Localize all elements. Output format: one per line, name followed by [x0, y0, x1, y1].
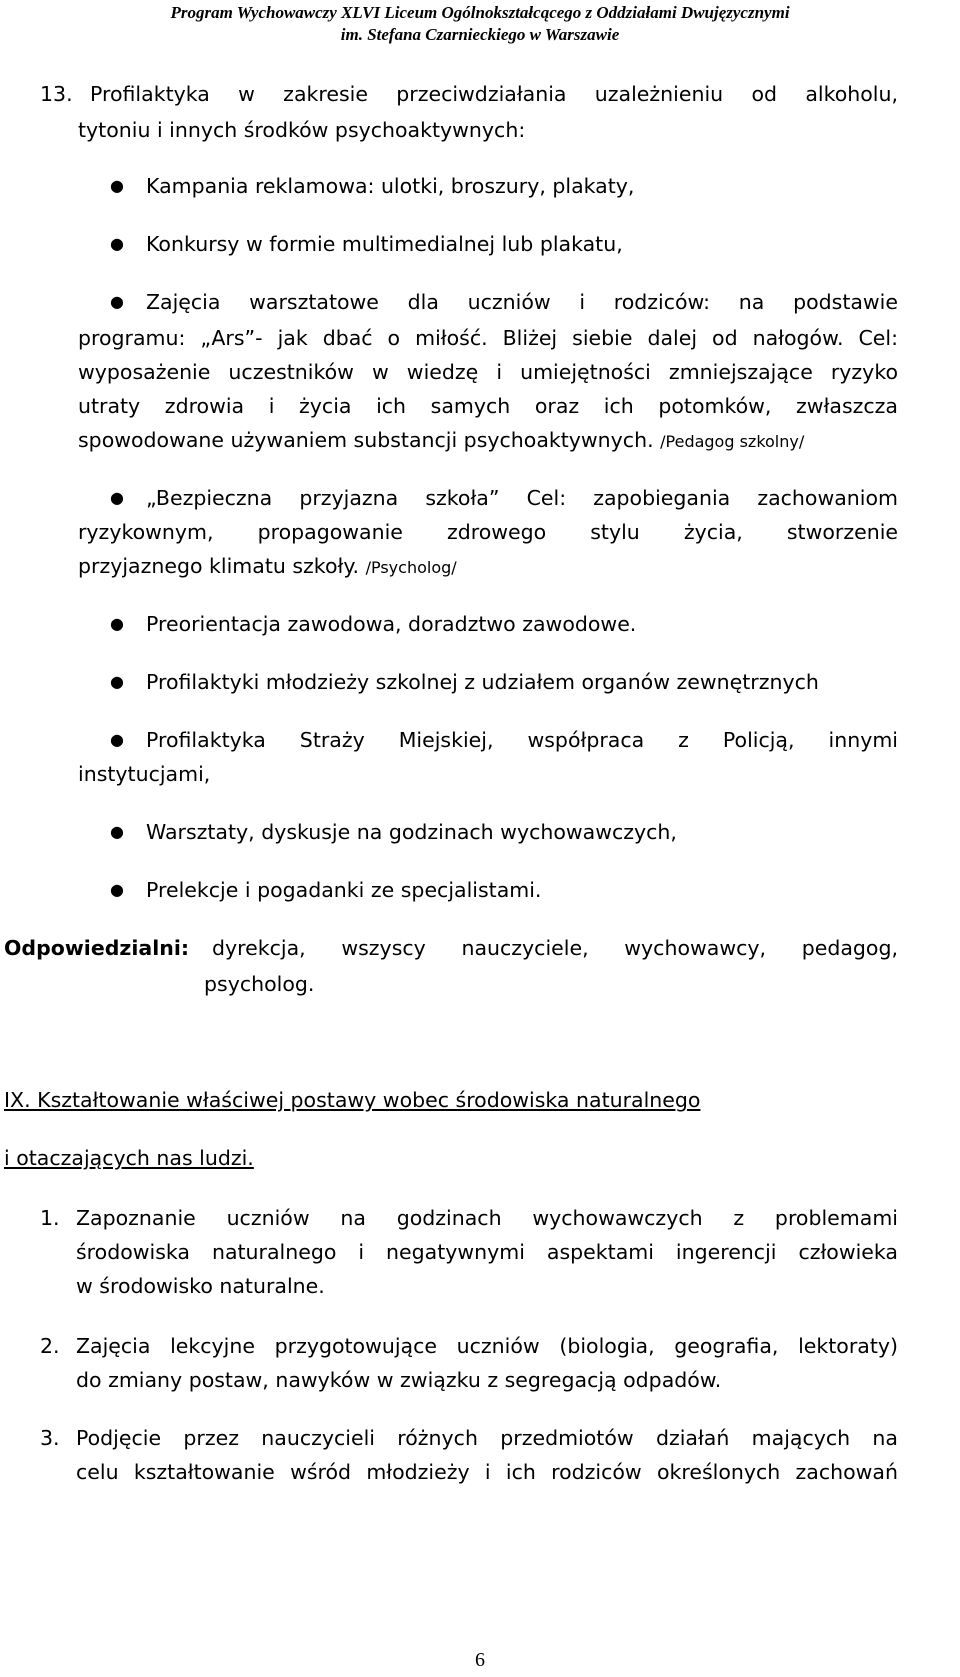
list-item-line-1: Profilaktyka Straży Miejskiej, współpraca z Policją, innymi [146, 728, 898, 752]
bullet-icon: ● [110, 234, 124, 253]
list-item-number: 3. [40, 1426, 60, 1450]
list-item-line-2: środowiska naturalnego i negatywnymi aspektami ingerencji człowieka [76, 1240, 898, 1264]
list-item: Profilaktyki młodzieży szkolnej z udziałem organów zewnętrznych [146, 670, 819, 694]
list-item-line-5 [78, 422, 898, 460]
page-number: 6 [475, 1649, 485, 1671]
section-9-heading-line-1: IX. Kształtowanie właściwej postawy wobec środowiska naturalnego [4, 1088, 701, 1112]
responsible-note: /Psycholog/ [365, 558, 457, 577]
list-item-line-1: Zapoznanie uczniów na godzinach wychowawczych z problemami [76, 1206, 898, 1230]
header-line-2: im. Stefana Czarnieckiego w Warszawie [340, 25, 620, 44]
bullet-icon: ● [110, 614, 124, 633]
list-item: Warsztaty, dyskusje na godzinach wychowawczych, [146, 820, 677, 844]
section-9-heading-line-2: i otaczających nas ludzi. [4, 1146, 254, 1170]
list-item-line-1: Zajęcia lekcyjne przygotowujące uczniów (biologia, geografia, lektoraty) [76, 1334, 898, 1358]
list-item-line-3: wyposażenie uczestników w wiedzę i umiejętności zmniejszające ryzyko [78, 360, 898, 384]
bullet-icon: ● [110, 176, 124, 195]
list-item-line-3 [78, 548, 898, 586]
list-item-line-1: Zajęcia warsztatowe dla uczniów i rodziców: na podstawie [146, 290, 898, 314]
list-item-number: 2. [40, 1334, 60, 1358]
list-item-line-3: w środowisko naturalne. [76, 1274, 325, 1298]
list-item-line-2: do zmiany postaw, nawyków w związku z segregacją odpadów. [76, 1368, 722, 1392]
list-item-line-2: programu: „Ars”- jak dbać o miłość. Bliżej siebie dalej od nałogów. Cel: [78, 326, 898, 350]
bullet-icon: ● [110, 822, 124, 841]
list-item-line-4: utraty zdrowia i życia ich samych oraz ich potomków, zwłaszcza [78, 394, 898, 418]
list-item: Kampania reklamowa: ulotki, broszury, plakaty, [146, 174, 635, 198]
responsible-label: Odpowiedzialni: [4, 936, 190, 960]
section-13-title-line-1: Profilaktyka w zakresie przeciwdziałania uzależnieniu od alkoholu, [90, 82, 898, 106]
list-item: Preorientacja zawodowa, doradztwo zawodowe. [146, 612, 637, 636]
list-item-line-2: celu kształtowanie wśród młodzieży i ich rodziców określonych zachowań [76, 1460, 898, 1484]
list-item: Konkursy w formie multimedialnej lub plakatu, [146, 232, 623, 256]
bullet-icon: ● [110, 880, 124, 899]
list-item-line-1: „Bezpieczna przyjazna szkoła” Cel: zapobiegania zachowaniom [146, 486, 898, 510]
list-item-line-2: ryzykownym, propagowanie zdrowego stylu życia, stworzenie [78, 520, 898, 544]
responsible-note: /Pedagog szkolny/ [660, 432, 805, 451]
list-item: Prelekcje i pogadanki ze specjalistami. [146, 878, 542, 902]
section-13-title-line-2: tytoniu i innych środków psychoaktywnych: [78, 118, 526, 142]
bullet-icon: ● [110, 292, 124, 311]
responsible-line-1: dyrekcja, wszyscy nauczyciele, wychowawcy, pedagog, [212, 936, 898, 960]
header-line-1: Program Wychowawczy XLVI Liceum Ogólnokształcącego z Oddziałami Dwujęzycznymi [170, 3, 790, 22]
bullet-icon: ● [110, 488, 124, 507]
list-item-text: spowodowane używaniem substancji psychoaktywnych. [78, 428, 654, 452]
bullet-icon: ● [110, 672, 124, 691]
bullet-icon: ● [110, 730, 124, 749]
responsible-line-2: psycholog. [204, 972, 315, 996]
section-13-number: 13. [40, 82, 73, 106]
list-item-line-1: Podjęcie przez nauczycieli różnych przedmiotów działań mających na [76, 1426, 898, 1450]
list-item-text: przyjaznego klimatu szkoły. [78, 554, 360, 578]
list-item-line-2: instytucjami, [78, 762, 211, 786]
list-item-number: 1. [40, 1206, 60, 1230]
